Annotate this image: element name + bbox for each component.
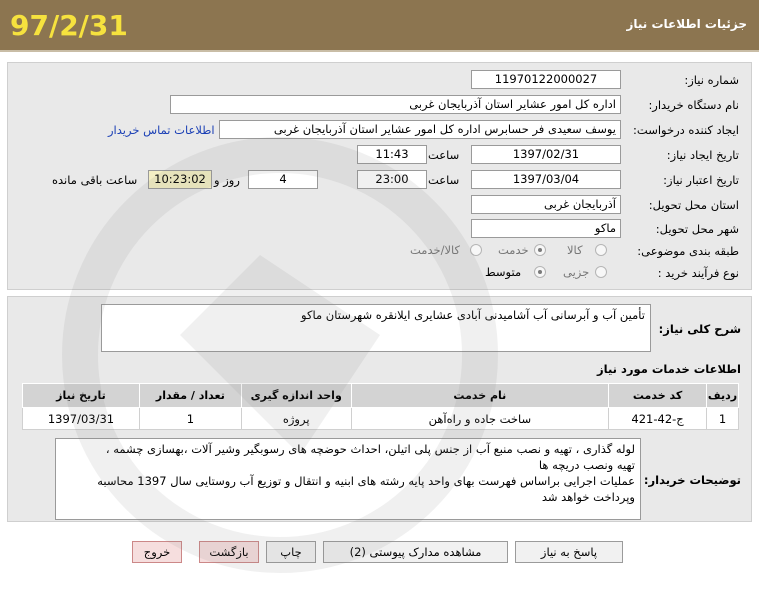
cell-unit: پروژه [241,408,351,430]
process-minor-radio[interactable] [595,266,607,278]
services-title: اطلاعات خدمات مورد نیاز [597,362,741,376]
province-label: استان محل تحویل: [648,198,739,212]
summary-label: شرح کلی نیاز: [658,322,741,336]
col-unit: واحد اندازه گیری [241,384,351,408]
buyer-notes-line: لوله گذاری ، تهیه و نصب منبع آب از جنس پلی اتیلن، احداث حوضچه های رسوبگیر وشیر آلات ،بهسازی چشمه ، [105,442,635,456]
page-title: جزئیات اطلاعات نیاز [626,17,747,31]
category-goods-service-label: کالا/خدمت [410,243,461,257]
valid-time-field[interactable]: 23:00 [357,170,427,189]
buyer-notes-line: عملیات اجرایی براساس فهرست بهای واحد پایه رشته های ابنیه و انتقال و توزیع آب روستایی سال 1397 محاسبه [97,474,635,488]
cell-need-date: 1397/03/31 [23,408,140,430]
created-date-label: تاریخ ایجاد نیاز: [666,148,739,162]
created-time-field[interactable]: 11:43 [357,145,427,164]
services-table [22,383,739,430]
attachments-button[interactable]: مشاهده مدارک پیوستی (2) [323,541,508,563]
province-field[interactable]: آذربایجان غربی [471,195,621,214]
buyer-notes-text[interactable] [55,438,641,520]
process-minor-label: جزیی [563,265,590,279]
col-quantity: تعداد / مقدار [139,384,241,408]
header-date: 97/2/31 [10,9,128,42]
need-number-field[interactable]: 11970122000027 [471,70,621,89]
category-goods-label: کالا [567,243,583,257]
created-time-label: ساعت [428,148,460,162]
buyer-notes-line: تهیه ونصب دریچه ها [538,458,635,472]
city-label: شهر محل تحویل: [655,222,739,236]
city-field[interactable]: ماکو [471,219,621,238]
category-goods-radio[interactable] [595,244,607,256]
valid-date-label: تاریخ اعتبار نیاز: [663,173,739,187]
cell-service-code: ج-42-421 [609,408,707,430]
col-service-name: نام خدمت [351,384,609,408]
cell-service-name: ساخت جاده و راه‌آهن [351,408,609,430]
reply-button[interactable]: پاسخ به نیاز [515,541,623,563]
category-service-radio[interactable] [534,244,546,256]
days-label: روز و [214,173,240,187]
page-header [0,0,759,52]
cell-row: 1 [707,408,739,430]
created-date-field[interactable]: 1397/02/31 [471,145,621,164]
cell-quantity: 1 [139,408,241,430]
back-button[interactable]: بازگشت [199,541,259,563]
process-label: نوع فرآیند خرید : [657,266,739,280]
need-number-label: شماره نیاز: [684,73,739,87]
table-row [23,408,739,430]
process-medium-radio[interactable] [534,266,546,278]
process-medium-label: متوسط [485,265,522,279]
buyer-notes-line: وپرداخت خواهد شد [541,490,635,504]
summary-text[interactable]: تأمین آب و آبرسانی آب آشامیدنی آبادی عشایری ایلانقره شهرستان ماکو [101,304,651,352]
category-goods-service-radio[interactable] [470,244,482,256]
remaining-time-field: 10:23:02 [148,170,212,189]
buyer-org-field[interactable]: اداره کل امور عشایر استان آذربایجان غربی [170,95,621,114]
print-button[interactable]: چاپ [266,541,316,563]
col-service-code: کد خدمت [609,384,707,408]
category-service-label: خدمت [498,243,529,257]
category-label: طبقه بندی موضوعی: [637,244,739,258]
col-need-date: تاریخ نیاز [23,384,140,408]
valid-date-field[interactable]: 1397/03/04 [471,170,621,189]
buyer-notes-label: توضیحات خریدار: [643,473,741,487]
buyer-org-label: نام دستگاه خریدار: [648,98,739,112]
requester-label: ایجاد کننده درخواست: [633,123,739,137]
days-field[interactable]: 4 [248,170,318,189]
col-row: ردیف [707,384,739,408]
valid-time-label: ساعت [428,173,460,187]
buyer-contact-link[interactable]: اطلاعات تماس خریدار [108,123,215,137]
remaining-time-label: ساعت باقی مانده [52,173,138,187]
requester-field[interactable]: یوسف سعیدی فر حسابرس اداره کل امور عشایر استان آذربایجان غربی [219,120,621,139]
exit-button[interactable]: خروج [132,541,182,563]
